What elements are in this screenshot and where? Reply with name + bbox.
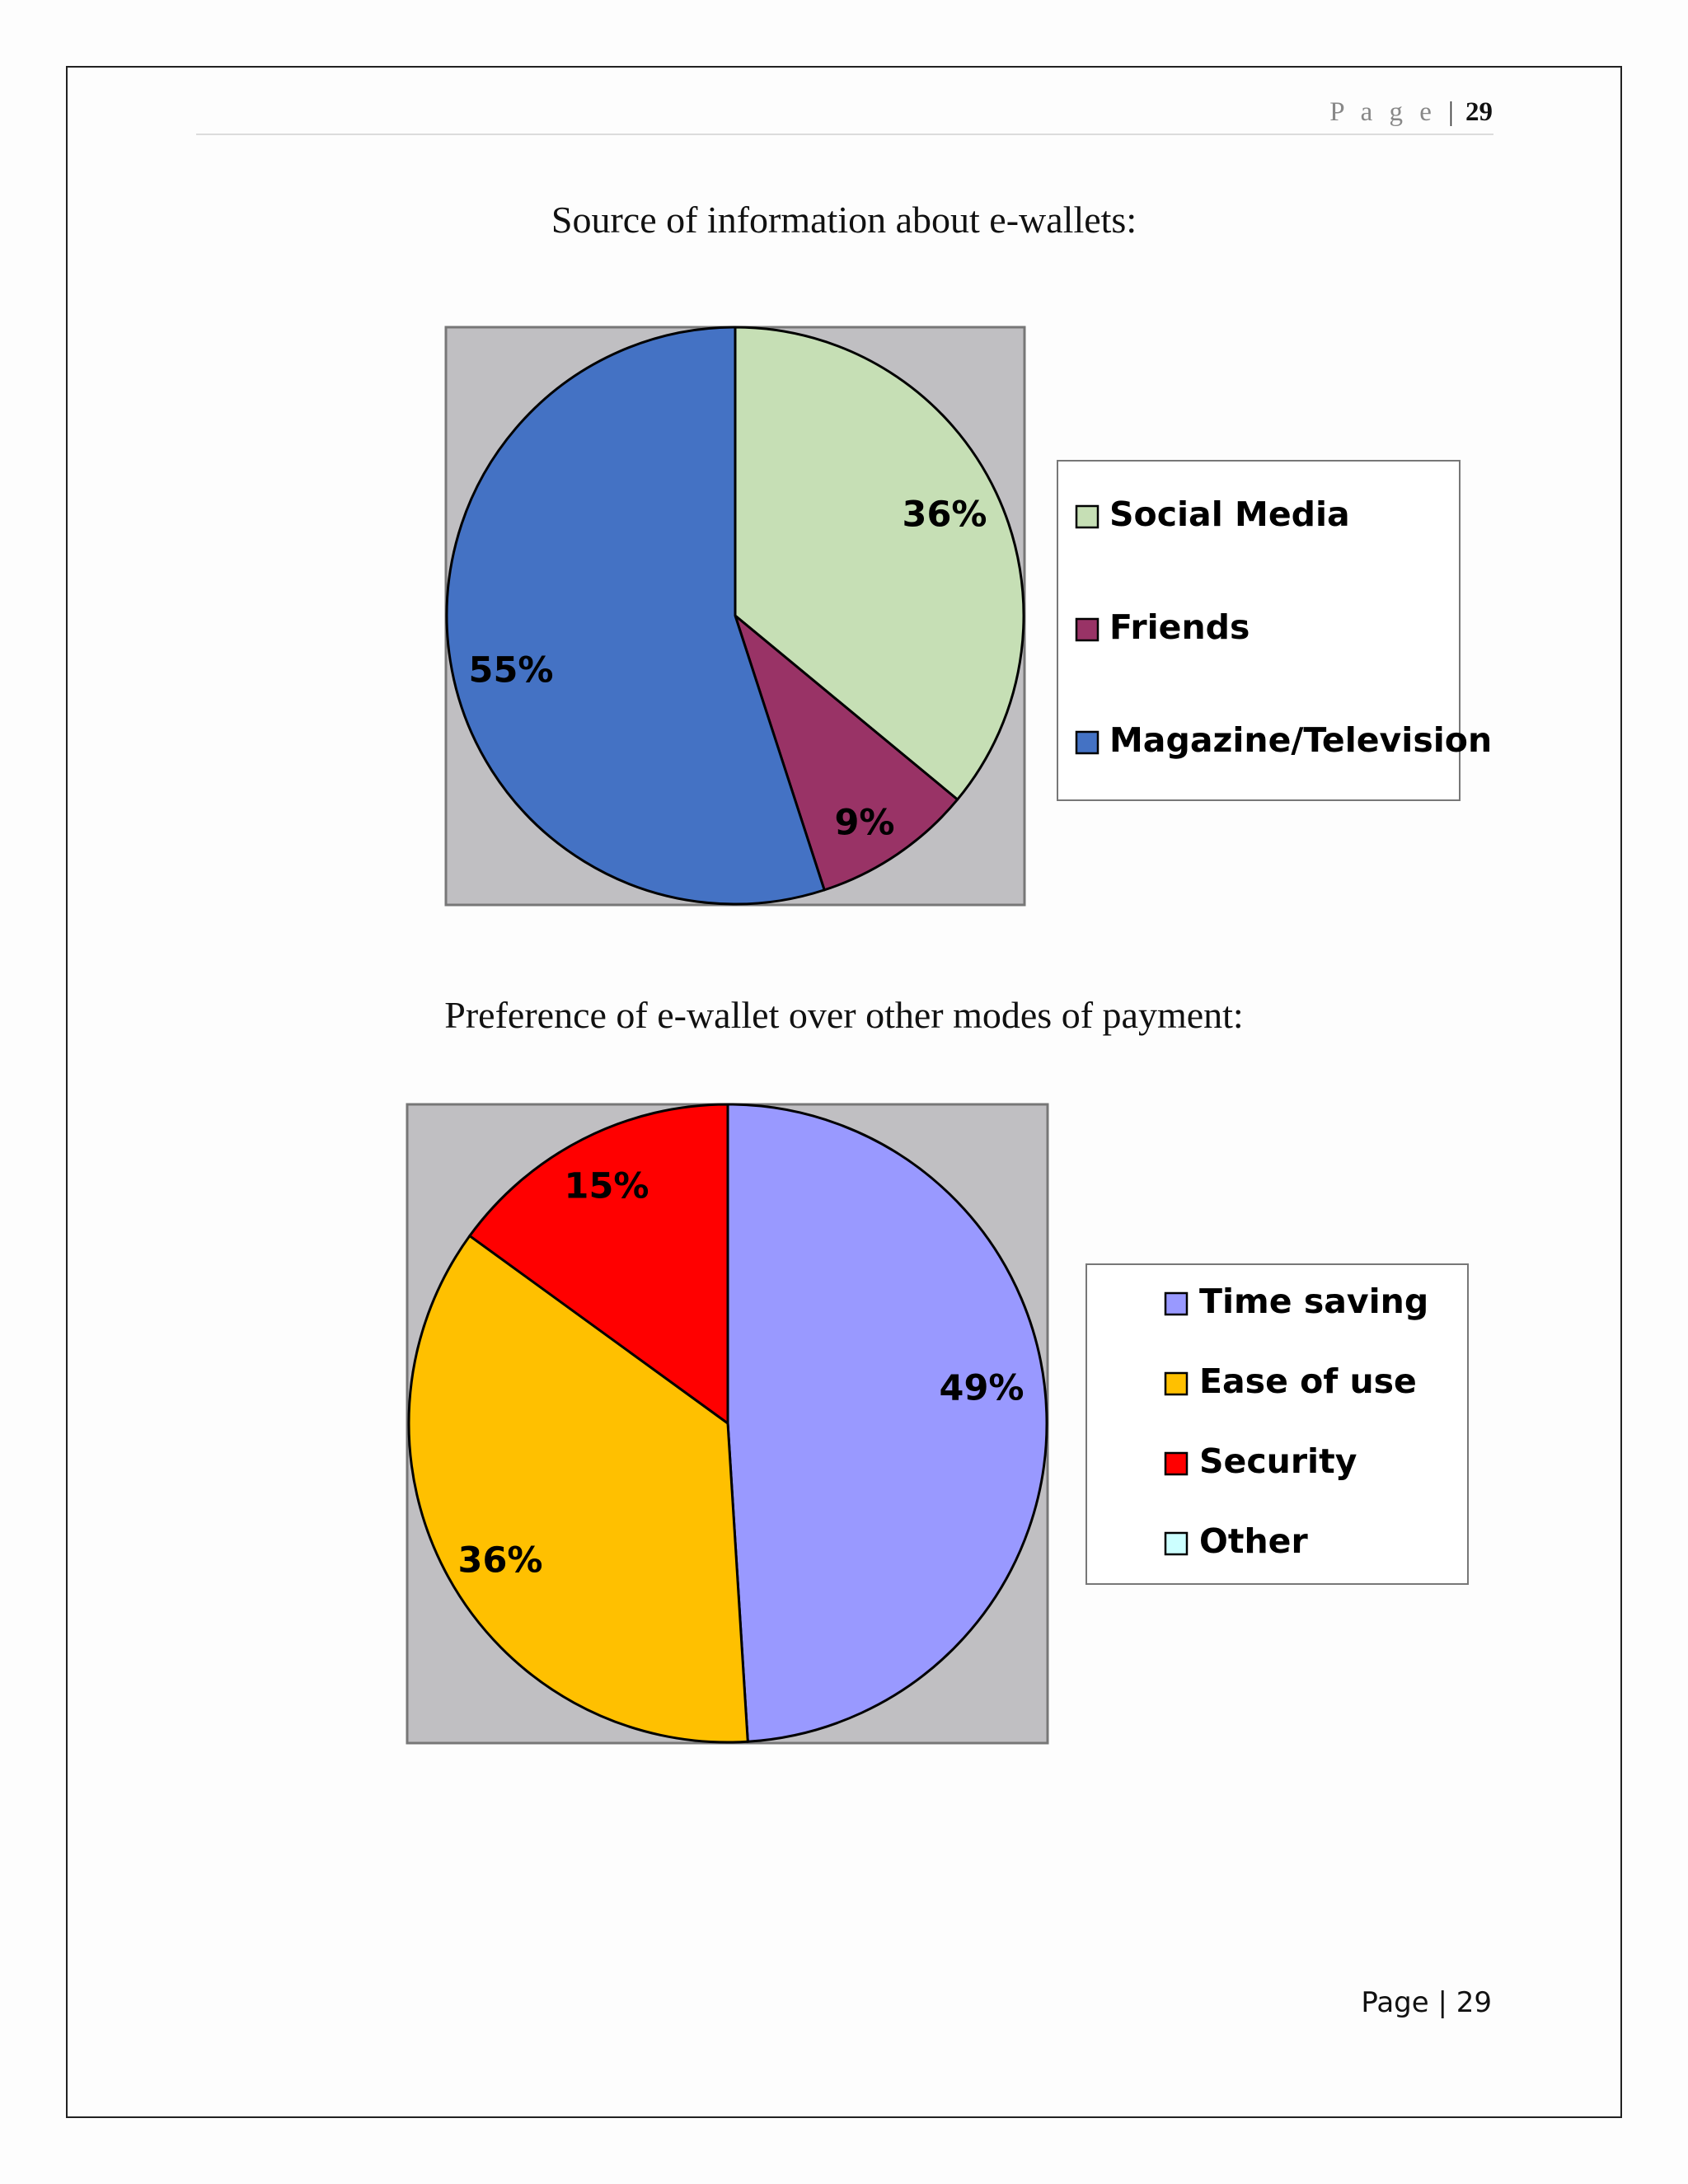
legend-swatch-friends <box>1076 619 1098 640</box>
legend-label-ease-of-use: Ease of use <box>1199 1361 1417 1401</box>
legend-swatch-security <box>1165 1453 1187 1474</box>
legend-swatch-ease-of-use <box>1165 1373 1187 1394</box>
legend-label-magazine-television: Magazine/Television <box>1109 720 1493 760</box>
data-label-security: 15% <box>564 1165 649 1207</box>
legend-swatch-social-media <box>1076 506 1098 527</box>
chart-2-legend <box>1086 1264 1468 1584</box>
data-label-social-media: 36% <box>902 494 987 536</box>
legend-label-social-media: Social Media <box>1109 494 1350 534</box>
legend-label-time-saving: Time saving <box>1199 1282 1429 1321</box>
chart-1 <box>446 327 1492 905</box>
data-label-time-saving: 49% <box>939 1367 1025 1409</box>
chart-1-title: Source of information about e-wallets: <box>551 199 1137 241</box>
header-label: P a g e <box>1329 97 1437 127</box>
legend-swatch-other <box>1165 1533 1187 1554</box>
chart-1-legend <box>1057 461 1492 800</box>
data-label-ease-of-use: 36% <box>457 1540 543 1582</box>
page-footer: Page | 29 <box>1361 1986 1492 2019</box>
legend-label-other: Other <box>1199 1521 1308 1561</box>
data-label-friends: 9% <box>834 802 895 844</box>
legend-swatch-time-saving <box>1165 1293 1187 1315</box>
legend-label-friends: Friends <box>1109 607 1250 647</box>
legend-swatch-magazine-television <box>1076 732 1098 753</box>
header-separator: | <box>1448 97 1454 127</box>
legend-label-security: Security <box>1199 1441 1357 1481</box>
chart-2-title: Preference of e-wallet over other modes of payment: <box>444 994 1244 1036</box>
data-label-magazine-television: 55% <box>468 649 554 691</box>
chart-2 <box>407 1104 1468 1743</box>
header-page-number: 29 <box>1465 97 1493 127</box>
